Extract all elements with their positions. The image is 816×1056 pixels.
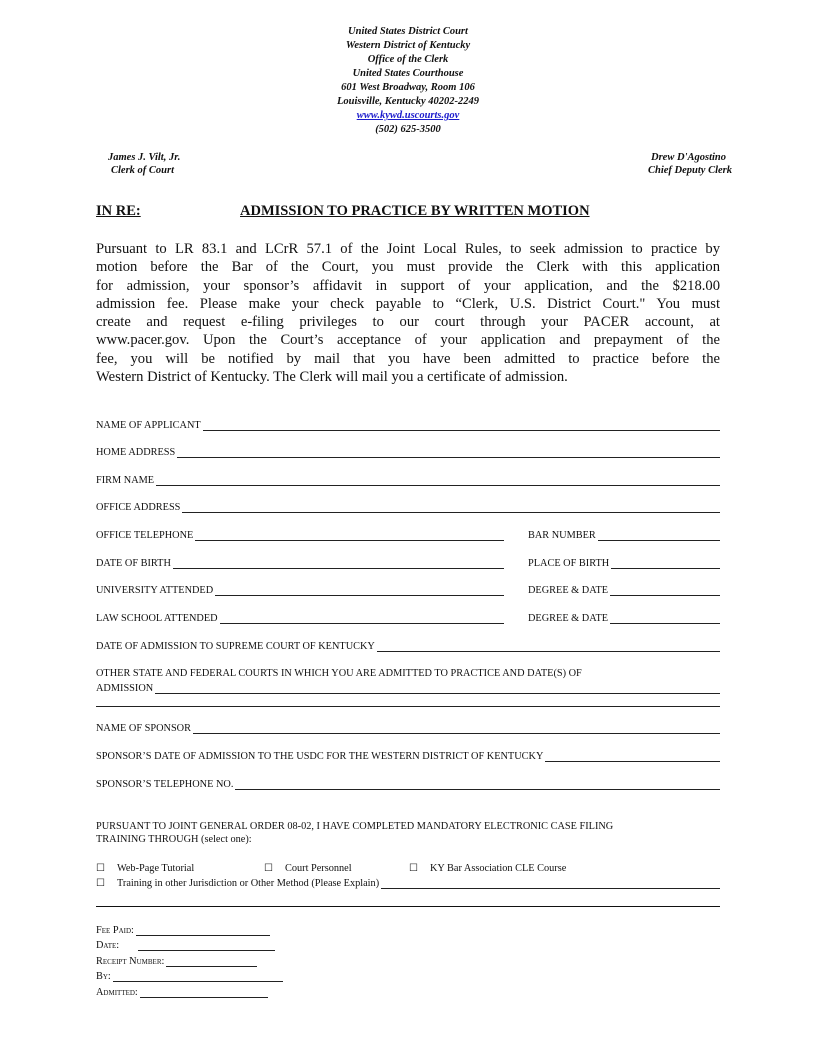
clerk-by-row <box>96 969 283 983</box>
supreme-court-admission-field[interactable] <box>377 651 720 652</box>
chief-deputy-title: Chief Deputy Clerk <box>648 165 732 176</box>
training-statement-line: TRAINING THROUGH (select one): <box>96 834 252 845</box>
receipt-number-field[interactable] <box>166 966 257 967</box>
option-web-tutorial[interactable] <box>96 863 264 875</box>
firm-name-field[interactable] <box>156 485 720 486</box>
other-courts-label-cont: ADMISSION <box>96 683 154 694</box>
applicant-name-label: NAME OF APPLICANT <box>96 420 201 431</box>
fee-paid-field[interactable] <box>136 935 270 936</box>
place-of-birth-label: PLACE OF BIRTH <box>528 558 610 569</box>
sponsor-telephone-row <box>96 777 720 791</box>
admitted-label: Admitted: <box>96 987 138 998</box>
checkbox-icon[interactable]: ☐ <box>409 863 418 874</box>
clerk-by-label: By: <box>96 971 111 982</box>
admitted-field[interactable] <box>140 997 268 998</box>
date-of-birth-label: DATE OF BIRTH <box>96 558 171 569</box>
court-name: United States District Court <box>348 26 468 37</box>
court-phone: (502) 625-3500 <box>375 124 441 135</box>
date-of-birth-field[interactable] <box>173 568 504 569</box>
office-telephone-row <box>96 528 504 542</box>
letterhead <box>0 25 816 137</box>
district-name: Western District of Kentucky <box>345 40 471 51</box>
checkbox-icon[interactable]: ☐ <box>96 863 105 874</box>
instructions-line: admission fee. Please make your check payable to “Clerk, U.S. District Court." You must <box>96 295 720 312</box>
fee-paid-label: Fee Paid: <box>96 925 134 936</box>
sponsor-telephone-label: SPONSOR’S TELEPHONE NO. <box>96 779 234 790</box>
university-label: UNIVERSITY ATTENDED <box>96 585 214 596</box>
firm-name-label: FIRM NAME <box>96 475 155 486</box>
office-address-row <box>96 500 720 514</box>
clerk-of-court-block <box>108 151 180 177</box>
bar-number-row <box>528 528 720 542</box>
admitted-row <box>96 985 268 999</box>
sponsor-admission-field[interactable] <box>545 761 720 762</box>
other-courts-field[interactable] <box>155 693 720 694</box>
sponsor-telephone-field[interactable] <box>235 789 720 790</box>
option-ky-bar-cle[interactable] <box>409 863 566 875</box>
clerk-date-row <box>96 938 275 952</box>
checkbox-icon[interactable]: ☐ <box>264 863 273 874</box>
document-title: ADMISSION TO PRACTICE BY WRITTEN MOTION <box>240 203 590 219</box>
clerk-title: Clerk of Court <box>111 165 175 176</box>
office-telephone-field[interactable] <box>195 540 504 541</box>
bar-number-label: BAR NUMBER <box>528 530 596 541</box>
date-of-birth-row <box>96 556 504 570</box>
chief-deputy-name: Drew D'Agostino <box>651 152 726 163</box>
supreme-court-admission-label: DATE OF ADMISSION TO SUPREME COURT OF KENTUCKY <box>96 641 375 652</box>
instructions-line: fee, you will be notified by mail that you have been admitted to practice before the <box>96 350 720 367</box>
instructions-line: motion before the Bar of the Court, you must provide the Clerk with this application <box>96 259 720 276</box>
home-address-label: HOME ADDRESS <box>96 447 176 458</box>
home-address-field[interactable] <box>177 457 720 458</box>
university-row <box>96 583 504 597</box>
option-label: KY Bar Association CLE Course <box>429 863 567 874</box>
chief-deputy-block <box>648 151 732 177</box>
university-degree-row <box>528 583 720 597</box>
other-courts-extra-line[interactable] <box>96 706 720 707</box>
law-school-row <box>96 611 504 625</box>
receipt-number-label: Receipt Number: <box>96 956 165 967</box>
option-label: Training in other Jurisdiction or Other Method (Please Explain) <box>116 878 380 889</box>
sponsor-admission-row <box>96 749 720 763</box>
section-divider <box>96 906 720 907</box>
sponsor-name-label: NAME OF SPONSOR <box>96 723 191 734</box>
clerk-name: James J. Vilt, Jr. <box>108 152 181 163</box>
training-statement <box>96 820 720 846</box>
other-courts-row <box>96 681 720 695</box>
university-degree-label: DEGREE & DATE <box>528 585 609 596</box>
option-court-personnel[interactable] <box>264 863 409 875</box>
law-degree-label: DEGREE & DATE <box>528 613 609 624</box>
clerk-by-field[interactable] <box>113 981 283 982</box>
training-other-row <box>96 876 720 890</box>
instructions-line: Western District of Kentucky. The Clerk will mail you a certificate of admission. <box>96 369 568 386</box>
place-of-birth-field[interactable] <box>611 568 720 569</box>
sponsor-admission-label: SPONSOR’S DATE OF ADMISSION TO THE USDC FOR THE WESTERN DISTRICT OF KENTUCKY <box>96 751 544 762</box>
clerk-date-field[interactable] <box>138 950 275 951</box>
clerk-date-label: Date: <box>96 940 120 951</box>
instructions-line: www.pacer.gov. Upon the Court’s acceptance of your application and prepayment of the <box>96 332 720 349</box>
applicant-name-row <box>96 418 720 432</box>
sponsor-name-row <box>96 721 720 735</box>
office-telephone-label: OFFICE TELEPHONE <box>96 530 194 541</box>
building-name: United States Courthouse <box>352 68 464 79</box>
option-label: Court Personnel <box>284 863 352 874</box>
sponsor-name-field[interactable] <box>193 733 720 734</box>
applicant-name-field[interactable] <box>203 430 720 431</box>
office-address-label: OFFICE ADDRESS <box>96 502 181 513</box>
office-name: Office of the Clerk <box>367 54 449 65</box>
bar-number-field[interactable] <box>598 540 720 541</box>
office-address-field[interactable] <box>182 512 720 513</box>
home-address-row <box>96 445 720 459</box>
option-label: Web-Page Tutorial <box>116 863 195 874</box>
instructions-line: create and request e-filing privileges to our court through your PACER account, at <box>96 314 720 331</box>
instructions-paragraph <box>96 240 720 386</box>
law-school-field[interactable] <box>220 623 504 624</box>
street-address: 601 West Broadway, Room 106 <box>341 82 475 93</box>
instructions-line: for admission, your sponsor’s affidavit in support of your application, and the $218.00 <box>96 277 720 294</box>
place-of-birth-row <box>528 556 720 570</box>
law-school-label: LAW SCHOOL ATTENDED <box>96 613 218 624</box>
training-options-row <box>96 861 720 875</box>
other-courts-label: OTHER STATE AND FEDERAL COURTS IN WHICH YOU ARE ADMITTED TO PRACTICE AND DATE(S) OF <box>96 668 582 679</box>
fee-paid-row <box>96 923 270 937</box>
university-field[interactable] <box>215 595 504 596</box>
university-degree-field[interactable] <box>610 595 720 596</box>
training-statement-line: PURSUANT TO JOINT GENERAL ORDER 08-02, I HAVE COMPLETED MANDATORY ELECTRONIC CASE FILING <box>96 821 614 832</box>
law-degree-field[interactable] <box>610 623 720 624</box>
firm-name-row <box>96 473 720 487</box>
supreme-court-admission-row <box>96 639 720 653</box>
city-address: Louisville, Kentucky 40202-2249 <box>336 96 480 107</box>
law-degree-row <box>528 611 720 625</box>
instructions-line: Pursuant to LR 83.1 and LCrR 57.1 of the Joint Local Rules, to seek admission to practice by <box>96 241 720 257</box>
receipt-number-row <box>96 954 257 968</box>
in-re-label: IN RE: <box>96 203 141 219</box>
other-method-explain-field[interactable] <box>381 888 720 889</box>
court-website-link[interactable]: www.kywd.uscourts.gov <box>356 110 460 121</box>
checkbox-icon[interactable]: ☐ <box>96 878 105 889</box>
